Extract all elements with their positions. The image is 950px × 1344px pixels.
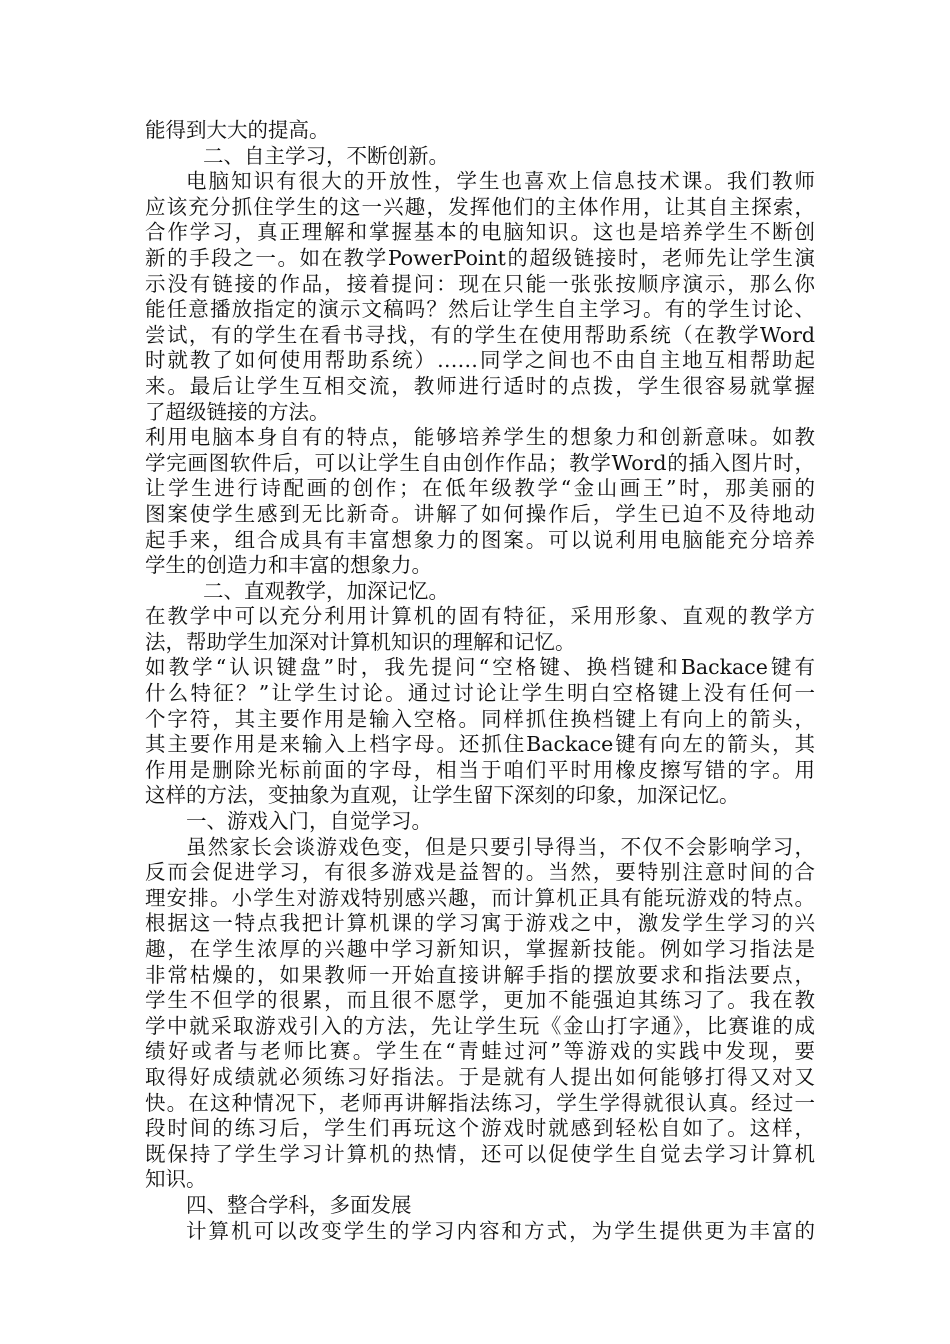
text-line: 学完画图软件后，可以让学生自由创作作品；教学Word的插入图片时，	[145, 450, 815, 475]
text-line: 学中就采取游戏引入的方法，先让学生玩《金山打字通》，比赛谁的成	[145, 1013, 815, 1038]
text-line: 段时间的练习后，学生们再玩这个游戏时就感到轻松自如了。这样，	[145, 1116, 815, 1141]
text-line: 其主要作用是来输入上档字母。还抓住Backace键有向左的箭头，其	[145, 732, 815, 757]
text-line: 来。最后让学生互相交流，教师进行适时的点拨，学生很容易就掌握	[145, 373, 815, 398]
text-line: 新的手段之一。如在教学PowerPoint的超级链接时，老师先让学生演	[145, 245, 815, 270]
text-line: 理安排。小学生对游戏特别感兴趣，而计算机正具有能玩游戏的特点。	[145, 885, 815, 910]
text-line: 趣，在学生浓厚的兴趣中学习新知识，掌握新技能。例如学习指法是	[145, 937, 815, 961]
text-line: 反而会促进学习，有很多游戏是益智的。当然，要特别注意时间的合	[145, 860, 815, 885]
text-line: 快。在这种情况下，老师再讲解指法练习，学生学得就很认真。经过一	[145, 1090, 815, 1115]
text-line: 一、游戏入门，自觉学习。	[186, 809, 432, 834]
text-line: 尝试，有的学生在看书寻找，有的学生在使用帮助系统（在教学Word	[145, 322, 815, 347]
text-line: 既保持了学生学习计算机的热情，还可以促使学生自觉去学习计算机	[145, 1141, 815, 1166]
text-line: 时就教了如何使用帮助系统）……同学之间也不由自主地互相帮助起	[145, 348, 815, 373]
text-line: 如教学“认识键盘”时，我先提问“空格键、换档键和Backace键有	[145, 655, 815, 680]
text-line: 应该充分抓住学生的这一兴趣，发挥他们的主体作用，让其自主探索，	[145, 194, 815, 219]
text-line: 了超级链接的方法。	[145, 399, 330, 424]
text-line: 合作学习，真正理解和掌握基本的电脑知识。这也是培养学生不断创	[145, 220, 815, 245]
text-line: 电脑知识有很大的开放性，学生也喜欢上信息技术课。我们教师	[186, 169, 815, 194]
text-line: 四、整合学科，多面发展	[186, 1192, 412, 1217]
text-line: 知识。	[145, 1167, 207, 1192]
text-line: 在教学中可以充分利用计算机的固有特征，采用形象、直观的教学方	[145, 604, 815, 629]
text-line: 虽然家长会谈游戏色变，但是只要引导得当，不仅不会影响学习，	[186, 834, 815, 859]
text-line: 二、直观教学，加深记忆。	[203, 578, 449, 603]
text-line: 非常枯燥的，如果教师一开始直接讲解手指的摆放要求和指法要点，	[145, 962, 815, 987]
text-line: 绩好或者与老师比赛。学生在“青蛙过河”等游戏的实践中发现，要	[145, 1039, 815, 1064]
text-line: 作用是删除光标前面的字母，相当于咱们平时用橡皮擦写错的字。用	[145, 757, 815, 782]
text-line: 学生的创造力和丰富的想象力。	[145, 553, 432, 578]
text-line: 根据这一特点我把计算机课的学习寓于游戏之中，激发学生学习的兴	[145, 911, 815, 936]
text-line: 示没有链接的作品，接着提问：现在只能一张张按顺序演示，那么你	[145, 271, 815, 296]
text-line: 能得到大大的提高。	[145, 118, 330, 142]
text-line: 利用电脑本身自有的特点，能够培养学生的想象力和创新意味。如教	[145, 425, 815, 450]
text-line: 计算机可以改变学生的学习内容和方式，为学生提供更为丰富的	[186, 1218, 815, 1243]
text-line: 学生不但学的很累，而且很不愿学，更加不能强迫其练习了。我在教	[145, 988, 815, 1013]
document-page	[145, 118, 815, 1244]
text-line: 让学生进行诗配画的创作；在低年级教学“金山画王”时，那美丽的	[145, 476, 815, 501]
text-line: 起手来，组合成具有丰富想象力的图案。可以说利用电脑能充分培养	[145, 527, 815, 552]
text-line: 能任意播放指定的演示文稿吗？然后让学生自主学习。有的学生讨论、	[145, 297, 815, 322]
text-line: 二、自主学习，不断创新。	[203, 143, 449, 168]
text-line: 图案使学生感到无比新奇。讲解了如何操作后，学生已迫不及待地动	[145, 501, 815, 526]
text-line: 这样的方法，变抽象为直观，让学生留下深刻的印象，加深记忆。	[145, 783, 740, 808]
text-line: 个字符，其主要作用是输入空格。同样抓住换档键上有向上的箭头，	[145, 706, 815, 731]
text-line: 取得好成绩就必须练习好指法。于是就有人提出如何能够打得又对又	[145, 1064, 815, 1089]
text-line: 什么特征？”让学生讨论。通过讨论让学生明白空格键上没有任何一	[145, 681, 815, 706]
text-line: 法，帮助学生加深对计算机知识的理解和记忆。	[145, 629, 576, 654]
